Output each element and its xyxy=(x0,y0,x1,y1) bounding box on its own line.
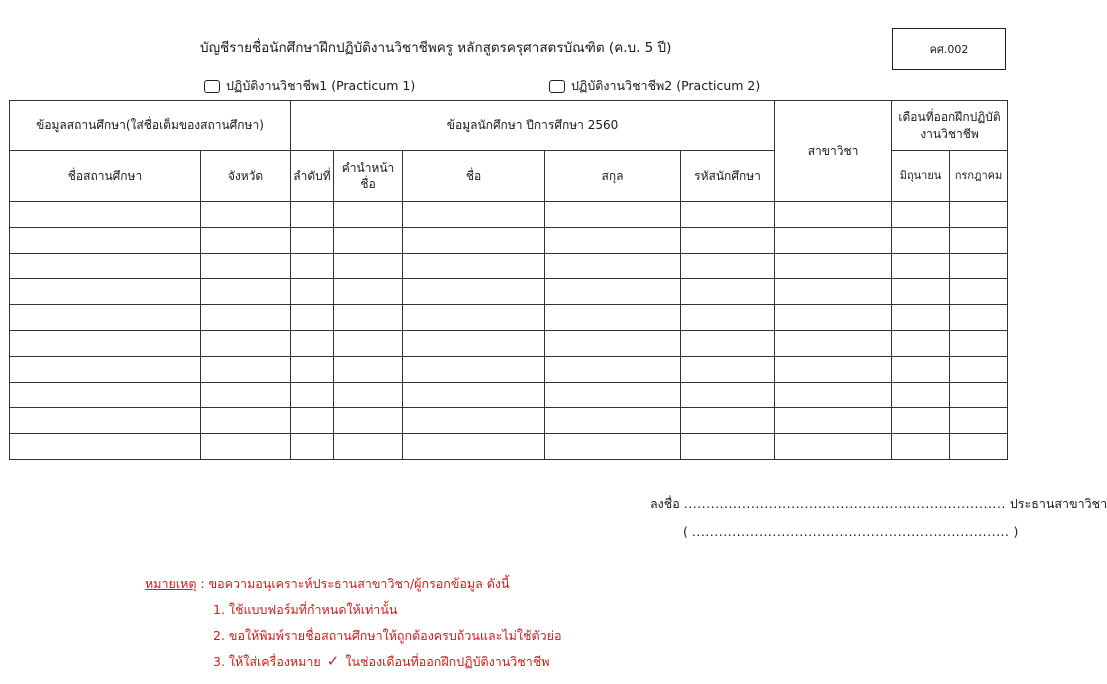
table-row xyxy=(10,330,1008,356)
table-cell[interactable] xyxy=(775,202,892,228)
table-cell[interactable] xyxy=(10,330,201,356)
table-cell[interactable] xyxy=(775,382,892,408)
table-cell[interactable] xyxy=(201,202,291,228)
header-student-group: ข้อมูลนักศึกษา ปีการศึกษา 2560 xyxy=(291,101,775,151)
table-cell[interactable] xyxy=(403,253,545,279)
table-cell[interactable] xyxy=(201,227,291,253)
note-item-3-a: 3. ให้ใส่เครื่องหมาย xyxy=(213,654,321,669)
name-open-paren: ( xyxy=(683,524,688,539)
note-item-2: 2. ขอให้พิมพ์รายชื่อสถานศึกษาให้ถูกต้องครบถ้วนและไม่ใช้ตัวย่อ xyxy=(213,628,562,643)
table-cell[interactable] xyxy=(403,356,545,382)
table-cell[interactable] xyxy=(201,356,291,382)
checkbox-icon[interactable] xyxy=(549,80,565,93)
document-title: บัญชีรายชื่อนักศึกษาฝึกปฏิบัติงานวิชาชีพครู หลักสูตรครุศาสตรบัณฑิต (ค.บ. 5 ปี) xyxy=(200,40,672,56)
table-cell[interactable] xyxy=(950,305,1008,331)
table-cell[interactable] xyxy=(892,408,950,434)
table-cell[interactable] xyxy=(892,434,950,460)
table-cell[interactable] xyxy=(681,408,775,434)
table-cell[interactable] xyxy=(950,227,1008,253)
table-cell[interactable] xyxy=(334,279,403,305)
table-cell[interactable] xyxy=(201,305,291,331)
table-cell[interactable] xyxy=(201,253,291,279)
table-cell[interactable] xyxy=(334,408,403,434)
table-cell[interactable] xyxy=(10,227,201,253)
table-row xyxy=(10,434,1008,460)
table-cell[interactable] xyxy=(775,305,892,331)
option-practicum-2[interactable] xyxy=(549,76,760,96)
checkbox-icon[interactable] xyxy=(204,80,220,93)
table-cell[interactable] xyxy=(201,434,291,460)
table-cell[interactable] xyxy=(10,408,201,434)
header-school-group: ข้อมูลสถานศึกษา(ใส่ชื่อเต็มของสถานศึกษา) xyxy=(10,101,291,151)
table-cell[interactable] xyxy=(775,227,892,253)
form-code: คศ.002 xyxy=(929,43,969,56)
table-cell[interactable] xyxy=(681,279,775,305)
table-cell[interactable] xyxy=(334,434,403,460)
table-cell[interactable] xyxy=(950,356,1008,382)
header-july: กรกฎาคม xyxy=(950,151,1008,202)
table-cell[interactable] xyxy=(334,227,403,253)
checkmark-icon: ✓ xyxy=(326,652,340,670)
note-item-3 xyxy=(213,652,561,678)
header-major: สาขาวิชา xyxy=(775,101,892,202)
table-cell[interactable] xyxy=(334,305,403,331)
table-cell[interactable] xyxy=(775,330,892,356)
table-cell[interactable] xyxy=(334,382,403,408)
option-practicum-2-label: ปฏิบัติงานวิชาชีพ2 (Practicum 2) xyxy=(571,78,761,93)
table-cell[interactable] xyxy=(681,253,775,279)
table-cell[interactable] xyxy=(201,279,291,305)
header-prefix: คำนำหน้าชื่อ xyxy=(334,151,403,202)
table-row xyxy=(10,382,1008,408)
header-month-group: เดือนที่ออกฝึกปฏิบัติงานวิชาชีพ xyxy=(892,101,1008,151)
table-cell[interactable] xyxy=(334,356,403,382)
table-cell[interactable] xyxy=(775,434,892,460)
table-cell[interactable] xyxy=(545,253,681,279)
table-cell[interactable] xyxy=(201,382,291,408)
table-cell[interactable] xyxy=(892,305,950,331)
table-cell[interactable] xyxy=(545,202,681,228)
table-cell[interactable] xyxy=(681,305,775,331)
table-cell[interactable] xyxy=(403,227,545,253)
header-last-name: สกุล xyxy=(545,151,681,202)
table-cell[interactable] xyxy=(10,253,201,279)
notes-list xyxy=(213,600,561,678)
table-cell[interactable] xyxy=(545,305,681,331)
table-cell[interactable] xyxy=(775,279,892,305)
signature-role: ประธานสาขาวิชา xyxy=(1009,496,1107,511)
table-cell[interactable] xyxy=(892,202,950,228)
table-cell[interactable] xyxy=(545,227,681,253)
table-cell[interactable] xyxy=(10,202,201,228)
table-cell[interactable] xyxy=(775,356,892,382)
signature-label: ลงชื่อ xyxy=(650,496,680,511)
student-list-table xyxy=(9,100,1008,460)
table-cell[interactable] xyxy=(892,253,950,279)
table-cell[interactable] xyxy=(334,253,403,279)
table-cell[interactable] xyxy=(775,253,892,279)
table-cell[interactable] xyxy=(950,279,1008,305)
signature-name-line xyxy=(683,524,1018,539)
header-first-name: ชื่อ xyxy=(403,151,545,202)
table-cell[interactable] xyxy=(950,202,1008,228)
table-cell[interactable] xyxy=(681,356,775,382)
table-cell[interactable] xyxy=(201,408,291,434)
table-cell[interactable] xyxy=(403,279,545,305)
table-cell[interactable] xyxy=(291,227,334,253)
table-cell[interactable] xyxy=(334,202,403,228)
table-cell[interactable] xyxy=(545,279,681,305)
table-cell[interactable] xyxy=(545,434,681,460)
table-row xyxy=(10,202,1008,228)
table-cell[interactable] xyxy=(892,382,950,408)
table-cell[interactable] xyxy=(334,330,403,356)
table-cell[interactable] xyxy=(892,356,950,382)
table-cell[interactable] xyxy=(403,202,545,228)
table-row xyxy=(10,253,1008,279)
table-body xyxy=(10,202,1008,460)
table-cell[interactable] xyxy=(545,356,681,382)
table-cell[interactable] xyxy=(291,356,334,382)
option-practicum-1-label: ปฏิบัติงานวิชาชีพ1 (Practicum 1) xyxy=(226,78,416,93)
table-cell[interactable] xyxy=(291,202,334,228)
table-cell[interactable] xyxy=(291,279,334,305)
table-cell[interactable] xyxy=(950,382,1008,408)
form-code-box xyxy=(892,28,1006,70)
table-cell[interactable] xyxy=(403,330,545,356)
table-cell[interactable] xyxy=(775,408,892,434)
table-cell[interactable] xyxy=(403,408,545,434)
header-province: จังหวัด xyxy=(201,151,291,202)
table-cell[interactable] xyxy=(681,227,775,253)
table-cell[interactable] xyxy=(291,330,334,356)
table-row xyxy=(10,279,1008,305)
table-row xyxy=(10,356,1008,382)
table-cell[interactable] xyxy=(10,305,201,331)
table-cell[interactable] xyxy=(950,434,1008,460)
table-cell[interactable] xyxy=(291,253,334,279)
table-cell[interactable] xyxy=(545,408,681,434)
table-cell[interactable] xyxy=(892,279,950,305)
header-student-id: รหัสนักศึกษา xyxy=(681,151,775,202)
header-order: ลำดับที่ xyxy=(291,151,334,202)
signature-line xyxy=(650,494,1107,514)
table-cell[interactable] xyxy=(892,227,950,253)
table-cell[interactable] xyxy=(291,382,334,408)
table-row xyxy=(10,305,1008,331)
table-cell[interactable] xyxy=(10,356,201,382)
notes-heading xyxy=(145,574,510,594)
table-cell[interactable] xyxy=(892,330,950,356)
table-cell[interactable] xyxy=(681,434,775,460)
name-close-paren: ) xyxy=(1013,524,1019,539)
notes-intro: : ขอความอนุเคราะห์ประธานสาขาวิชา/ผู้กรอกข้อมูล ดังนี้ xyxy=(196,576,510,591)
table-cell[interactable] xyxy=(545,330,681,356)
table-cell[interactable] xyxy=(681,202,775,228)
table-cell[interactable] xyxy=(291,434,334,460)
table-cell[interactable] xyxy=(681,330,775,356)
table-cell[interactable] xyxy=(681,382,775,408)
name-dots[interactable]: ....................................................................... xyxy=(691,524,1010,539)
notes-head: หมายเหตุ xyxy=(145,576,197,591)
table-cell[interactable] xyxy=(403,305,545,331)
table-cell[interactable] xyxy=(950,408,1008,434)
note-item-1: 1. ใช้แบบฟอร์มที่กำหนดให้เท่านั้น xyxy=(213,602,398,617)
note-item-3-b: ในช่องเดือนที่ออกฝึกปฏิบัติงานวิชาชีพ xyxy=(345,654,550,669)
signature-dots[interactable]: ........................................................................ xyxy=(683,496,1006,511)
table-cell[interactable] xyxy=(201,330,291,356)
table-cell[interactable] xyxy=(10,382,201,408)
table-cell[interactable] xyxy=(403,382,545,408)
table-cell[interactable] xyxy=(950,253,1008,279)
table-cell[interactable] xyxy=(291,305,334,331)
table-cell[interactable] xyxy=(291,408,334,434)
header-june: มิถุนายน xyxy=(892,151,950,202)
table-cell[interactable] xyxy=(545,382,681,408)
table-cell[interactable] xyxy=(403,434,545,460)
header-school-name: ชื่อสถานศึกษา xyxy=(10,151,201,202)
table-row xyxy=(10,227,1008,253)
table-row xyxy=(10,408,1008,434)
table-cell[interactable] xyxy=(950,330,1008,356)
table-cell[interactable] xyxy=(10,279,201,305)
table-cell[interactable] xyxy=(10,434,201,460)
option-practicum-1[interactable] xyxy=(204,76,415,96)
